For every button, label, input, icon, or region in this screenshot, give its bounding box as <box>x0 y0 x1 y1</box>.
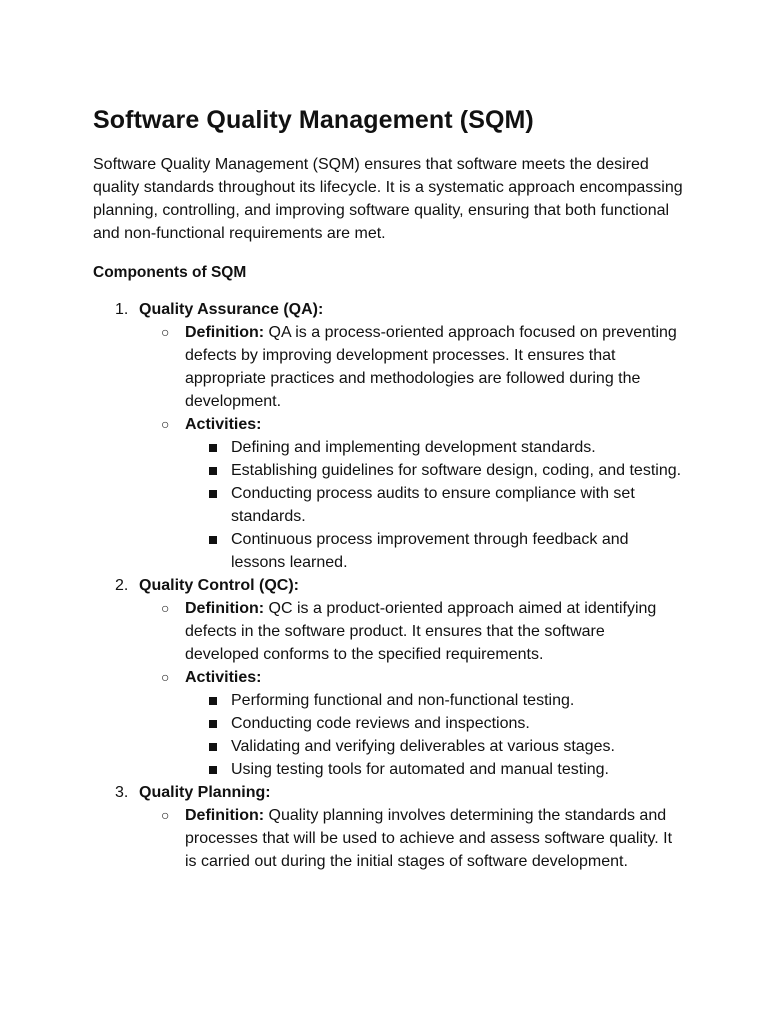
activity-text: Defining and implementing development standards. <box>231 439 596 456</box>
activity-item <box>185 436 683 459</box>
activities-label: Activities: <box>185 669 262 686</box>
activities-label: Activities: <box>185 416 262 433</box>
activities-list <box>185 689 683 781</box>
definition-label: Definition: <box>185 600 265 617</box>
activities-list <box>185 436 683 574</box>
square-bullet-icon <box>209 490 217 498</box>
intro-paragraph: Software Quality Management (SQM) ensures that software meets the desired quality standards throughout its lifecycle. It is a systematic approach encompassing planning, controlling, and improving software quality, ensuring that both functional and non-functional requirements are met. <box>93 156 683 242</box>
circle-bullet-icon: ○ <box>161 416 170 432</box>
square-bullet-icon <box>209 766 217 774</box>
activity-item <box>185 735 683 758</box>
activity-text: Conducting code reviews and inspections. <box>231 715 530 732</box>
activity-item <box>185 712 683 735</box>
component-title: Quality Control (QC): <box>139 577 299 594</box>
component-quality-assurance <box>93 298 683 574</box>
activity-item <box>185 459 683 482</box>
component-title: Quality Assurance (QA): <box>139 301 324 318</box>
square-bullet-icon <box>209 467 217 475</box>
definition-text: QA is a process-oriented approach focused on preventing defects by improving development processes. It ensures that appropriate practices and methodologies are followed during the development. <box>185 324 677 410</box>
square-bullet-icon <box>209 720 217 728</box>
activity-text: Conducting process audits to ensure compliance with set standards. <box>231 485 635 525</box>
activities-item <box>139 666 683 781</box>
definition-text: QC is a product-oriented approach aimed at identifying defects in the software product. It ensures that the software developed conforms to the specified requirements. <box>185 600 657 663</box>
component-quality-control <box>93 574 683 781</box>
circle-bullet-icon: ○ <box>161 669 170 685</box>
definition-text: Quality planning involves determining the standards and processes that will be used to achieve and assess software quality. It is carried out during the initial stages of software development. <box>185 807 673 870</box>
document-content <box>93 104 683 873</box>
circle-bullet-icon: ○ <box>161 807 170 823</box>
component-details <box>139 597 683 781</box>
definition-item <box>139 804 683 873</box>
list-number: 1. <box>115 301 129 318</box>
activity-item <box>185 758 683 781</box>
list-number: 2. <box>115 577 129 594</box>
square-bullet-icon <box>209 697 217 705</box>
component-title: Quality Planning: <box>139 784 271 801</box>
component-details <box>139 321 683 574</box>
definition-item <box>139 321 683 413</box>
circle-bullet-icon: ○ <box>161 324 170 340</box>
component-details <box>139 804 683 873</box>
activity-item <box>185 528 683 574</box>
activities-item <box>139 413 683 574</box>
square-bullet-icon <box>209 444 217 452</box>
activity-item <box>185 689 683 712</box>
definition-label: Definition: <box>185 807 265 824</box>
page-title: Software Quality Management (SQM) <box>93 106 534 134</box>
activity-text: Establishing guidelines for software design, coding, and testing. <box>231 462 682 479</box>
square-bullet-icon <box>209 743 217 751</box>
components-list <box>93 298 683 873</box>
activity-item <box>185 482 683 528</box>
activity-text: Continuous process improvement through feedback and lessons learned. <box>231 531 629 571</box>
list-number: 3. <box>115 784 129 801</box>
definition-label: Definition: <box>185 324 265 341</box>
activity-text: Using testing tools for automated and manual testing. <box>231 761 609 778</box>
components-heading: Components of SQM <box>93 264 247 281</box>
circle-bullet-icon: ○ <box>161 600 170 616</box>
definition-item <box>139 597 683 666</box>
component-quality-planning <box>93 781 683 873</box>
activity-text: Performing functional and non-functional testing. <box>231 692 575 709</box>
activity-text: Validating and verifying deliverables at various stages. <box>231 738 615 755</box>
square-bullet-icon <box>209 536 217 544</box>
